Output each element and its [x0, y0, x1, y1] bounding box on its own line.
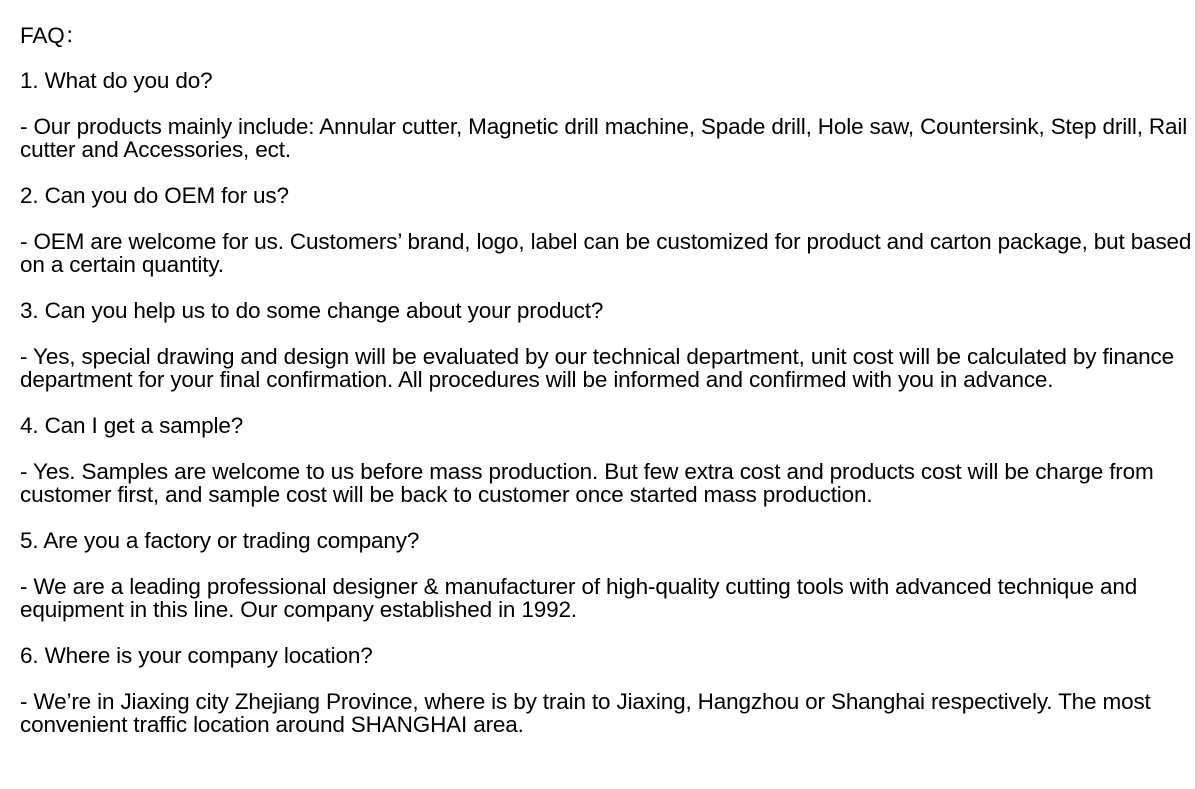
faq-answer-4: - Yes. Samples are welcome to us before mass production. But few extra cost and products cost will be charge from customer first, and sample cost will be back to customer once started mass production.	[20, 459, 1154, 507]
faq-item-5	[20, 529, 1195, 621]
faq-question-3: 3. Can you help us to do some change about your product?	[20, 298, 604, 323]
faq-item-6	[20, 644, 1195, 736]
faq-question-1: 1. What do you do?	[20, 68, 213, 93]
faq-title: FAQ：	[20, 23, 87, 48]
faq-answer-3: - Yes, special drawing and design will be evaluated by our technical department, unit cost will be calculated by finance department for your final confirmation. All procedures will be informed and confirmed with you in advance.	[20, 344, 1174, 392]
faq-content	[20, 24, 1195, 759]
faq-question-6: 6. Where is your company location?	[20, 643, 373, 668]
faq-answer-2: - OEM are welcome for us. Customers’ brand, logo, label can be customized for product and carton package, but based on a certain quantity.	[20, 229, 1192, 277]
faq-item-1	[20, 69, 1195, 161]
faq-answer-6: - We’re in Jiaxing city Zhejiang Province, where is by train to Jiaxing, Hangzhou or Shanghai respectively. The most convenient traffic location around SHANGHAI area.	[20, 689, 1151, 737]
faq-question-5: 5. Are you a factory or trading company?	[20, 528, 420, 553]
faq-question-4: 4. Can I get a sample?	[20, 413, 244, 438]
faq-question-2: 2. Can you do OEM for us?	[20, 183, 289, 208]
faq-item-4	[20, 414, 1195, 506]
faq-answer-1: - Our products mainly include: Annular cutter, Magnetic drill machine, Spade drill, Hole saw, Countersink, Step drill, Rail cutter and Accessories, ect.	[20, 114, 1188, 162]
faq-item-3	[20, 299, 1195, 391]
faq-answer-5: - We are a leading professional designer & manufacturer of high-quality cutting tools with advanced technique and equipment in this line. Our company established in 1992.	[20, 574, 1138, 622]
faq-item-2	[20, 184, 1195, 276]
